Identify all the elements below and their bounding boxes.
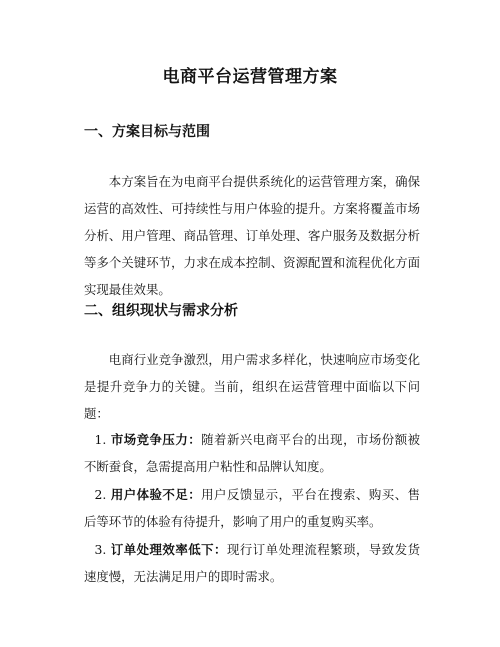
list-item <box>84 481 420 535</box>
list-item-lead: 订单处理效率低下： <box>110 542 227 557</box>
section-heading-analysis: 二、组织现状与需求分析 <box>84 303 238 319</box>
list-item <box>84 426 420 480</box>
list-item-lead: 市场竞争压力： <box>110 432 202 447</box>
section-paragraph-analysis: 电商行业竞争激烈，用户需求多样化，快速响应市场变化是提升竞争力的关键。当前，组织在运营管理中面临以下问题： <box>84 352 420 421</box>
list-item-number: 1. <box>94 432 107 447</box>
list-item-text: 现行订单处理流程繁琐，导致发货速度慢，无法满足用户的即时需求。 <box>84 542 420 584</box>
list-item-text: 随着新兴电商平台的出现，市场份额被不断蚕食，急需提高用户粘性和品牌认知度。 <box>84 432 420 474</box>
section-heading-goals: 一、方案目标与范围 <box>84 124 210 140</box>
list-item <box>84 536 420 590</box>
section-paragraph-goals: 本方案旨在为电商平台提供系统化的运营管理方案，确保运营的高效性、可持续性与用户体验的提升。方案将覆盖市场分析、用户管理、商品管理、订单处理、客户服务及数据分析等多个关键环节，力求在成本控制、资源配置和流程优化方面实现最佳效果。 <box>84 174 420 297</box>
list-item-lead: 用户体验不足： <box>110 487 202 502</box>
list-item-text: 用户反馈显示，平台在搜索、购买、售后等环节的体验有待提升，影响了用户的重复购买率。 <box>84 487 420 529</box>
list-item-number: 2. <box>94 487 107 502</box>
list-item-number: 3. <box>94 542 107 557</box>
document-title: 电商平台运营管理方案 <box>162 67 338 87</box>
